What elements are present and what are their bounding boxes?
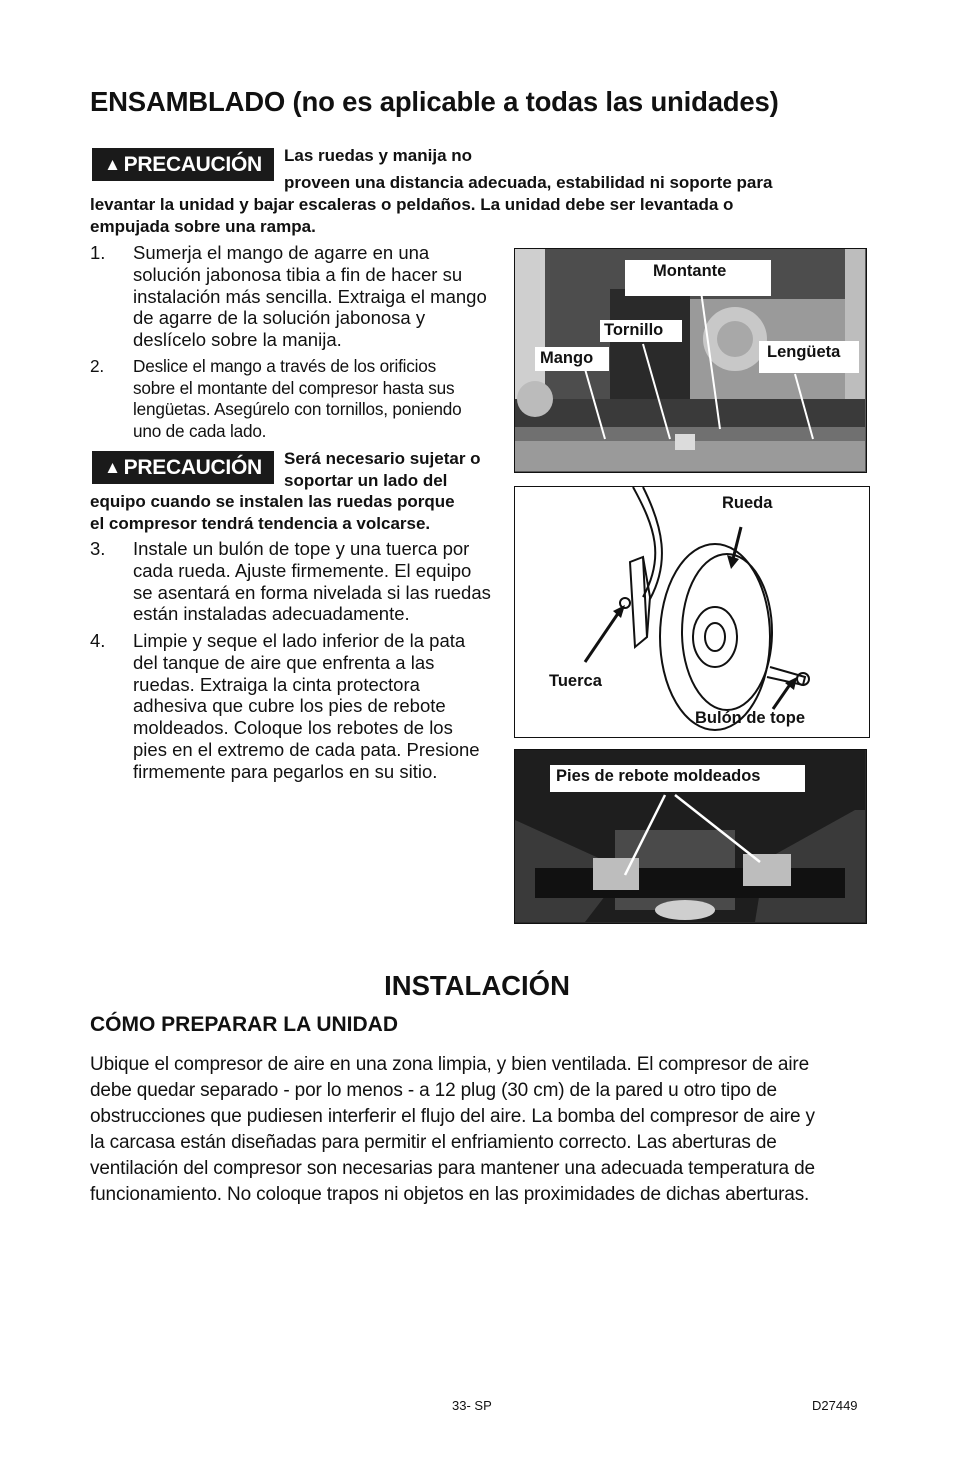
label-montante: Montante [625, 260, 771, 296]
paragraph-line: la carcasa están diseñadas para permitir el enfriamiento correcto. Las aberturas de [90, 1132, 777, 1153]
figure-handle-photo [514, 248, 867, 473]
step-3 [90, 538, 510, 628]
step-line: se asentará en forma nivelada si las ruedas [133, 581, 491, 603]
label-tornillo: Tornillo [600, 320, 682, 342]
step-line: Deslice el mango a través de los orificios [133, 356, 437, 376]
step-line: Instale un bulón de tope y una tuerca por [133, 538, 470, 559]
label-tuerca: Tuerca [549, 672, 602, 690]
warning2-line1: Será necesario sujetar o [284, 449, 481, 468]
step-line: de agarre de la solución jabonosa y [133, 307, 426, 329]
document-code: D27449 [812, 1398, 858, 1413]
step-number: 1. [90, 242, 106, 263]
figure-feet-photo [514, 749, 867, 924]
step-line: deslícelo sobre la manija. [133, 329, 342, 351]
warning2-line3: equipo cuando se instalen las ruedas porque [90, 492, 455, 511]
caution-word: PRECAUCIÓN [123, 455, 262, 479]
section-title: INSTALACIÓN [384, 970, 570, 1001]
warning1-line1: Las ruedas y manija no [284, 146, 473, 165]
warning-triangle-icon: ▲ [104, 457, 121, 477]
paragraph-line: funcionamiento. No coloque trapos ni objetos en las proximidades de dichas aberturas. [90, 1184, 810, 1205]
warning2-line4: el compresor tendrá tendencia a volcarse. [90, 514, 431, 533]
paragraph-line: ventilación del compresor son necesarias para mantener una adecuada temperatura de [90, 1158, 815, 1179]
step-line: cada rueda. Ajuste firmemente. El equipo [133, 559, 472, 581]
step-line: moldeados. Coloque los rebotes de los [133, 717, 453, 739]
step-2 [90, 356, 510, 446]
step-number: 2. [90, 356, 104, 376]
warning2-line2: soportar un lado del [284, 471, 448, 490]
step-number: 3. [90, 538, 106, 559]
step-line: adhesiva que cubre los pies de rebote [133, 695, 446, 717]
installation-paragraph [90, 1052, 880, 1208]
step-1 [90, 242, 510, 352]
step-line: están instaladas adecuadamente. [133, 603, 410, 625]
step-line: ruedas. Extraiga la cinta protectora [133, 673, 420, 695]
step-line: firmemente para pegarlos en su sitio. [133, 760, 438, 782]
step-line: Limpie y seque el lado inferior de la pata [133, 630, 466, 651]
paragraph-line: Ubique el compresor de aire en una zona limpia, y bien ventilada. El compresor de aire [90, 1054, 809, 1075]
page-title: ENSAMBLADO (no es aplicable a todas las unidades) [90, 86, 779, 117]
label-pies-de-rebote: Pies de rebote moldeados [550, 765, 805, 792]
page-number: 33- SP [452, 1398, 492, 1413]
paragraph-line: debe quedar separado - por lo menos - a 12 plug (30 cm) de la pared u otro tipo de [90, 1080, 777, 1101]
warning1-line2: proveen una distancia adecuada, estabilidad ni soporte para [284, 173, 773, 192]
step-number: 4. [90, 630, 106, 651]
caution-badge [92, 451, 274, 484]
caution-badge [92, 148, 274, 181]
step-line: Sumerja el mango de agarre en una [133, 242, 430, 263]
step-line: instalación más sencilla. Extraiga el mango [133, 285, 487, 307]
wheel-illustration [515, 487, 868, 736]
label-mango: Mango [535, 347, 609, 371]
label-rueda: Rueda [722, 494, 773, 512]
warning1-line4: empujada sobre una rampa. [90, 217, 316, 236]
warning1-line3: levantar la unidad y bajar escaleras o peldaños. La unidad debe ser levantada o [90, 195, 734, 214]
subsection-title: CÓMO PREPARAR LA UNIDAD [90, 1013, 398, 1036]
caution-word: PRECAUCIÓN [123, 152, 262, 176]
step-line: uno de cada lado. [133, 420, 267, 441]
step-4 [90, 630, 510, 786]
label-bulon-de-tope: Bulón de tope [695, 709, 805, 727]
warning-triangle-icon: ▲ [104, 154, 121, 174]
figure-wheel-drawing [514, 486, 870, 738]
step-line: sobre el montante del compresor hasta sus [133, 377, 455, 398]
step-line: pies en el extremo de cada pata. Presione [133, 738, 480, 760]
paragraph-line: obstrucciones que pudiesen interferir el flujo del aire. La bomba del compresor de aire y [90, 1106, 815, 1127]
step-line: lengüetas. Asegúrelo con tornillos, poniendo [133, 399, 462, 420]
step-line: del tanque de aire que enfrenta a las [133, 651, 435, 673]
label-lengueta: Lengüeta [759, 341, 859, 373]
step-line: solución jabonosa tibia a fin de hacer su [133, 263, 463, 285]
